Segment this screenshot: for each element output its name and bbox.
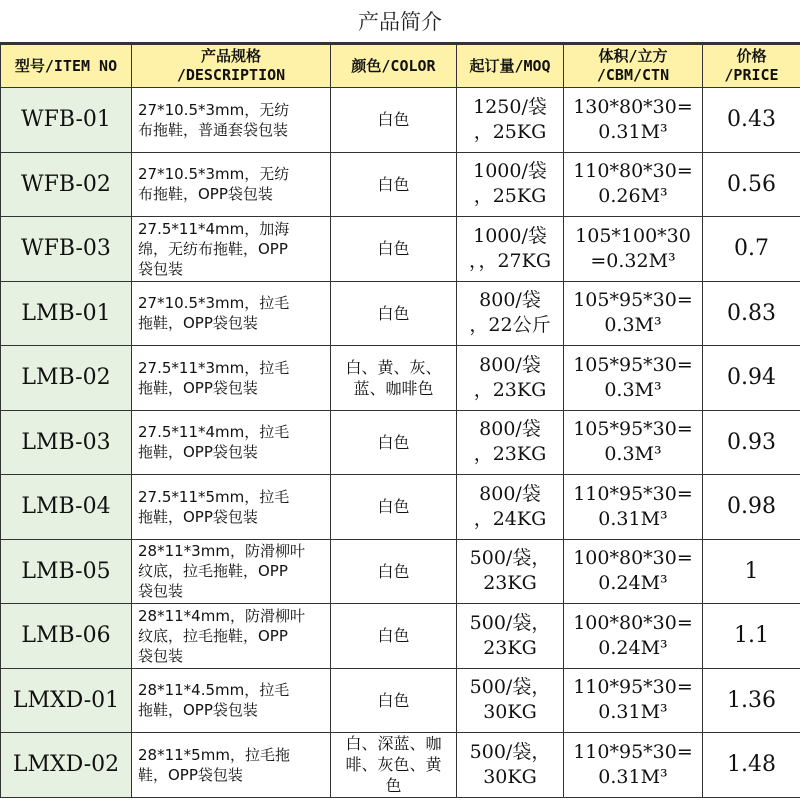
cbm-cell-line: 0.3M³ — [604, 378, 662, 401]
description-cell — [132, 475, 331, 540]
table-header-row — [1, 45, 800, 88]
cbm-cell — [564, 539, 703, 604]
moq-cell-line: 800/袋 — [479, 418, 541, 441]
moq-cell — [457, 346, 564, 411]
price-cell: 1 — [703, 539, 800, 604]
product-table — [0, 44, 800, 798]
description-cell-line: 鞋，OPP袋包装 — [138, 765, 243, 784]
price-cell: 1.1 — [703, 604, 800, 669]
cbm-cell-line: 0.24M³ — [598, 636, 668, 659]
color-cell-line: 白色 — [377, 432, 410, 452]
description-cell — [132, 733, 331, 798]
cbm-cell — [564, 668, 703, 733]
description-cell-line: 拖鞋，OPP袋包装 — [138, 443, 258, 462]
cbm-cell-line: 110*95*30= — [573, 482, 693, 505]
moq-cell-line: ，23KG — [473, 378, 547, 401]
table-row — [1, 539, 800, 604]
color-cell — [331, 475, 457, 540]
description-cell-line: 28*11*4mm，防滑柳叶 — [138, 606, 305, 625]
description-cell-line: 28*11*5mm，拉毛拖 — [138, 745, 290, 764]
description-cell — [132, 152, 331, 217]
moq-cell-line: 800/袋 — [479, 289, 541, 312]
description-cell — [132, 668, 331, 733]
item-no-cell: LMB-01 — [1, 281, 132, 346]
moq-cell-line: 800/袋 — [479, 482, 541, 505]
color-cell — [331, 410, 457, 475]
description-cell-line: 27*10.5*3mm，无纺 — [138, 165, 290, 184]
description-cell-line: 绵，无纺布拖鞋，OPP — [138, 239, 288, 258]
description-cell — [132, 281, 331, 346]
moq-cell-line: 23KG — [483, 572, 537, 595]
item-no-cell: LMB-02 — [1, 346, 132, 411]
color-cell — [331, 604, 457, 669]
description-cell-line: 布拖鞋，OPP袋包装 — [138, 185, 273, 204]
table-row — [1, 410, 800, 475]
moq-cell-line: 1000/袋 — [473, 160, 547, 183]
moq-cell-line: ，24KG — [473, 507, 547, 530]
cbm-cell — [564, 410, 703, 475]
description-cell-line: 拖鞋，OPP袋包装 — [138, 314, 258, 333]
color-cell-line: 啡、灰色、黄 — [345, 755, 442, 775]
header-cbm: 体积/立方 /CBM/CTN — [564, 45, 703, 88]
cbm-cell-line: 110*95*30= — [573, 740, 693, 763]
description-cell-line: 28*11*3mm，防滑柳叶 — [138, 542, 305, 561]
cbm-cell-line: 110*80*30= — [573, 160, 693, 183]
moq-cell — [457, 281, 564, 346]
color-cell-line: 白、黄、灰、 — [345, 357, 442, 377]
item-no-cell: LMB-05 — [1, 539, 132, 604]
cbm-cell-line: 0.3M³ — [604, 314, 662, 337]
description-cell-line: 27*10.5*3mm，拉毛 — [138, 294, 290, 313]
moq-cell — [457, 152, 564, 217]
price-cell: 0.7 — [703, 217, 800, 282]
header-description: 产品规格 /DESCRIPTION — [132, 45, 331, 88]
page-title: 产品简介 — [0, 0, 800, 44]
moq-cell — [457, 733, 564, 798]
description-cell-line: 布拖鞋，普通套袋包装 — [138, 120, 289, 139]
description-cell-line: 27.5*11*4mm，拉毛 — [138, 423, 290, 442]
color-cell-line: 白色 — [377, 626, 410, 646]
item-no-cell: WFB-03 — [1, 217, 132, 282]
color-cell-line: 白色 — [377, 561, 410, 581]
cbm-cell-line: 105*100*30 — [575, 224, 691, 247]
moq-cell — [457, 88, 564, 153]
price-cell: 0.83 — [703, 281, 800, 346]
item-no-cell: LMB-03 — [1, 410, 132, 475]
color-cell — [331, 88, 457, 153]
cbm-cell-line: 100*80*30= — [573, 611, 693, 634]
cbm-cell — [564, 281, 703, 346]
description-cell-line: 纹底，拉毛拖鞋，OPP — [138, 626, 288, 645]
color-cell-line: 白色 — [377, 174, 410, 194]
cbm-cell — [564, 346, 703, 411]
moq-cell-line: 500/袋， — [469, 611, 551, 634]
moq-cell-line: 30KG — [483, 701, 537, 724]
moq-cell — [457, 539, 564, 604]
color-cell — [331, 733, 457, 798]
table-row — [1, 152, 800, 217]
moq-cell-line: 500/袋， — [469, 547, 551, 570]
moq-cell — [457, 217, 564, 282]
table-row — [1, 281, 800, 346]
moq-cell — [457, 668, 564, 733]
price-cell: 1.36 — [703, 668, 800, 733]
cbm-cell-line: 0.31M³ — [598, 120, 668, 143]
moq-cell-line: 800/袋 — [479, 353, 541, 376]
table-row — [1, 88, 800, 153]
cbm-cell — [564, 475, 703, 540]
moq-cell — [457, 475, 564, 540]
color-cell-line: 白色 — [377, 110, 410, 130]
cbm-cell-line: 110*95*30= — [573, 676, 693, 699]
header-color: 颜色/COLOR — [331, 45, 457, 88]
color-cell-line: 色 — [385, 776, 402, 796]
table-row — [1, 668, 800, 733]
cbm-cell-line: 105*95*30= — [573, 353, 693, 376]
table-row — [1, 733, 800, 798]
moq-cell-line: 1250/袋 — [473, 95, 547, 118]
cbm-cell-line: 0.26M³ — [598, 185, 668, 208]
cbm-cell-line: 130*80*30= — [573, 95, 693, 118]
moq-cell-line: ，25KG — [473, 185, 547, 208]
cbm-cell-line: =0.32M³ — [590, 249, 676, 272]
cbm-cell — [564, 152, 703, 217]
color-cell — [331, 152, 457, 217]
cbm-cell-line: 0.31M³ — [598, 701, 668, 724]
moq-cell — [457, 604, 564, 669]
cbm-cell — [564, 88, 703, 153]
header-item-no: 型号/ITEM NO — [1, 45, 132, 88]
cbm-cell — [564, 733, 703, 798]
moq-cell-line: ，22公斤 — [469, 314, 551, 337]
description-cell — [132, 217, 331, 282]
cbm-cell-line: 0.31M³ — [598, 507, 668, 530]
cbm-cell-line: 105*95*30= — [573, 418, 693, 441]
description-cell-line: 袋包装 — [138, 259, 184, 278]
header-moq: 起订量/MOQ — [457, 45, 564, 88]
description-cell — [132, 88, 331, 153]
description-cell-line: 27.5*11*4mm，加海 — [138, 219, 290, 238]
cbm-cell — [564, 217, 703, 282]
moq-cell — [457, 410, 564, 475]
description-cell-line: 27.5*11*5mm，拉毛 — [138, 487, 290, 506]
item-no-cell: WFB-01 — [1, 88, 132, 153]
cbm-cell-line: 0.24M³ — [598, 572, 668, 595]
item-no-cell: LMXD-01 — [1, 668, 132, 733]
moq-cell-line: 1000/袋 — [473, 224, 547, 247]
price-cell: 0.93 — [703, 410, 800, 475]
description-cell-line: 拖鞋，OPP袋包装 — [138, 701, 258, 720]
color-cell — [331, 539, 457, 604]
table-row — [1, 217, 800, 282]
description-cell-line: 拖鞋，OPP袋包装 — [138, 378, 258, 397]
description-cell-line: 拖鞋，OPP袋包装 — [138, 507, 258, 526]
color-cell — [331, 346, 457, 411]
cbm-cell-line: 105*95*30= — [573, 289, 693, 312]
color-cell — [331, 217, 457, 282]
item-no-cell: LMB-04 — [1, 475, 132, 540]
price-cell: 0.43 — [703, 88, 800, 153]
item-no-cell: LMXD-02 — [1, 733, 132, 798]
cbm-cell — [564, 604, 703, 669]
moq-cell-line: 500/袋， — [469, 676, 551, 699]
table-row — [1, 346, 800, 411]
color-cell-line: 白色 — [377, 303, 410, 323]
header-price: 价格 /PRICE — [703, 45, 800, 88]
color-cell — [331, 668, 457, 733]
color-cell-line: 蓝、咖啡色 — [353, 378, 434, 398]
color-cell-line: 白色 — [377, 497, 410, 517]
moq-cell-line: ，，27KG — [468, 249, 552, 272]
color-cell-line: 白色 — [377, 690, 410, 710]
price-cell: 0.56 — [703, 152, 800, 217]
moq-cell-line: 30KG — [483, 765, 537, 788]
description-cell-line: 27*10.5*3mm，无纺 — [138, 100, 290, 119]
table-row — [1, 475, 800, 540]
description-cell-line: 袋包装 — [138, 582, 184, 601]
description-cell — [132, 604, 331, 669]
description-cell — [132, 346, 331, 411]
description-cell-line: 28*11*4.5mm，拉毛 — [138, 681, 290, 700]
color-cell-line: 白色 — [377, 239, 410, 259]
description-cell — [132, 539, 331, 604]
moq-cell-line: 500/袋， — [469, 740, 551, 763]
color-cell — [331, 281, 457, 346]
item-no-cell: LMB-06 — [1, 604, 132, 669]
table-body — [1, 88, 800, 798]
item-no-cell: WFB-02 — [1, 152, 132, 217]
moq-cell-line: ，25KG — [473, 120, 547, 143]
description-cell — [132, 410, 331, 475]
cbm-cell-line: 0.31M³ — [598, 765, 668, 788]
cbm-cell-line: 100*80*30= — [573, 547, 693, 570]
color-cell-line: 白、深蓝、咖 — [345, 734, 442, 754]
moq-cell-line: ，23KG — [473, 443, 547, 466]
description-cell-line: 袋包装 — [138, 646, 184, 665]
price-cell: 0.98 — [703, 475, 800, 540]
price-cell: 0.94 — [703, 346, 800, 411]
description-cell-line: 纹底，拉毛拖鞋，OPP — [138, 562, 288, 581]
price-cell: 1.48 — [703, 733, 800, 798]
table-row — [1, 604, 800, 669]
cbm-cell-line: 0.3M³ — [604, 443, 662, 466]
description-cell-line: 27.5*11*3mm，拉毛 — [138, 358, 290, 377]
moq-cell-line: 23KG — [483, 636, 537, 659]
